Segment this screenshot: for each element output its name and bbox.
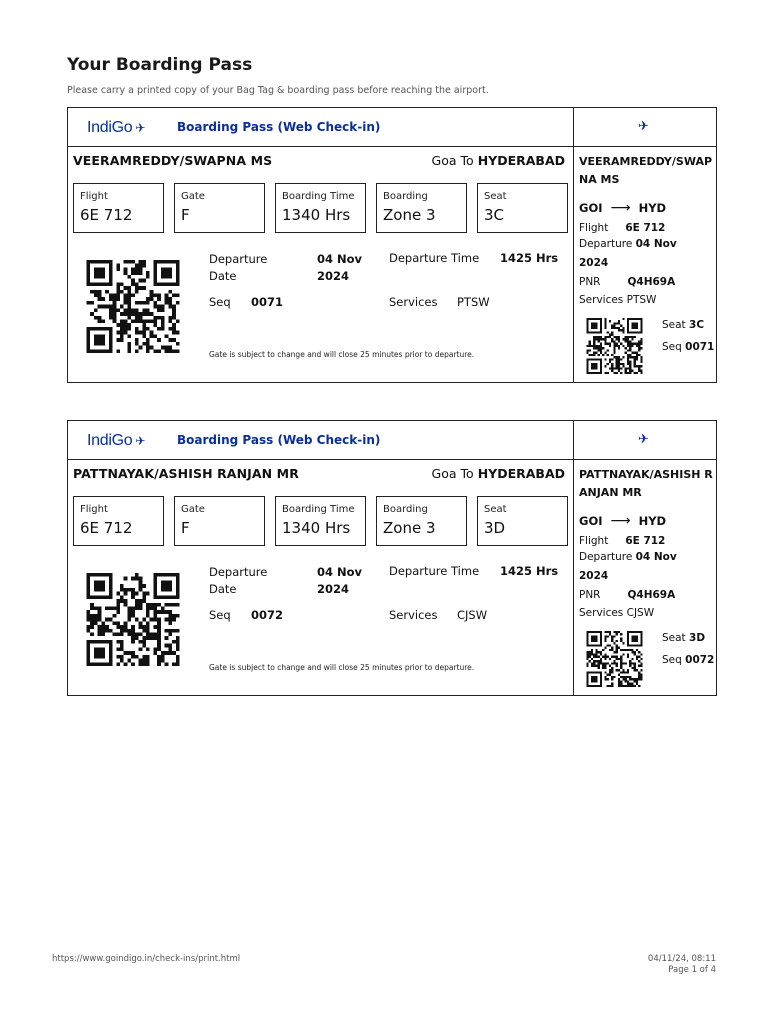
seq-value: 0072	[251, 608, 284, 622]
plane-icon: ✈	[135, 434, 146, 448]
passenger-name: VEERAMREDDY/SWAPNA MS	[73, 153, 273, 168]
stub-route: GOI ⟶ HYD	[579, 200, 667, 216]
services-value: PTSW	[457, 295, 490, 309]
seq-label: Seq	[209, 608, 231, 622]
boarding-pass-card	[67, 420, 717, 696]
stub-services: Services PTSW	[579, 294, 657, 306]
route: Goa To HYDERABAD	[431, 466, 565, 481]
departure-date-label: Departure Date	[209, 565, 268, 596]
stub-seat: Seat 3D	[662, 632, 706, 644]
boarding-time-box: Boarding Time 1340 Hrs	[275, 496, 366, 546]
departure-date-value: 04 Nov 2024	[317, 565, 363, 596]
plane-icon: ✈	[638, 432, 649, 447]
gate-box: Gate F	[174, 496, 265, 546]
footer-url: https://www.goindigo.in/check-ins/print.html	[52, 954, 241, 964]
pass-header-title: Boarding Pass (Web Check-in)	[177, 433, 381, 447]
departure-time-value: 1425 Hrs	[500, 251, 559, 265]
qr-code	[585, 318, 644, 374]
stub-seat: Seat 3C	[662, 319, 705, 331]
stub-header	[574, 421, 717, 460]
indigo-logo: IndiGo ✈	[87, 119, 146, 136]
footer-datetime: 04/11/24, 08:11	[647, 954, 716, 964]
route: Goa To HYDERABAD	[431, 153, 565, 168]
departure-time-value: 1425 Hrs	[500, 564, 559, 578]
stub-passenger-name: PATTNAYAK/ASHISH RANJAN MR	[579, 468, 713, 499]
stub-seq: Seq 0071	[662, 341, 715, 353]
gate-note: Gate is subject to change and will close 25 minutes prior to departure.	[209, 350, 475, 359]
seat-box: Seat 3C	[477, 183, 568, 233]
footer-page-number: Page 1 of 4	[668, 965, 716, 975]
qr-code	[84, 260, 182, 353]
departure-date-label: Departure Date	[209, 252, 268, 283]
stub-route: GOI ⟶ HYD	[579, 513, 667, 529]
arrow-right-icon: ⟶	[610, 513, 631, 529]
pass-header-title: Boarding Pass (Web Check-in)	[177, 120, 381, 134]
seq-value: 0071	[251, 295, 284, 309]
seq-label: Seq	[209, 295, 231, 309]
page-title: Your Boarding Pass	[67, 55, 253, 75]
services-label: Services	[389, 608, 438, 622]
boarding-pass-card	[67, 107, 717, 383]
stub-divider	[573, 421, 574, 695]
stub-seq: Seq 0072	[662, 654, 715, 666]
stub-departure: Departure 04 Nov 2024	[579, 551, 677, 582]
indigo-logo: IndiGo ✈	[87, 432, 146, 449]
seat-box: Seat 3D	[477, 496, 568, 546]
departure-date-value: 04 Nov 2024	[317, 252, 363, 283]
flight-box: Flight 6E 712	[73, 183, 164, 233]
stub-pnr: PNR Q4H69A	[579, 276, 676, 288]
boarding-zone-box: Boarding Zone 3	[376, 496, 467, 546]
qr-code	[585, 631, 644, 687]
stub-divider	[573, 108, 574, 382]
boarding-zone-box: Boarding Zone 3	[376, 183, 467, 233]
gate-note: Gate is subject to change and will close 25 minutes prior to departure.	[209, 663, 475, 672]
services-label: Services	[389, 295, 438, 309]
services-value: CJSW	[457, 608, 488, 622]
footer-meta	[648, 954, 716, 976]
qr-code	[84, 573, 182, 666]
flight-box: Flight 6E 712	[73, 496, 164, 546]
stub-header	[574, 108, 717, 147]
plane-icon: ✈	[135, 121, 146, 135]
departure-time-label: Departure Time	[389, 564, 480, 578]
departure-time-label: Departure Time	[389, 251, 480, 265]
page-subtitle: Please carry a printed copy of your Bag Tag & boarding pass before reaching the airport.	[67, 85, 489, 96]
gate-box: Gate F	[174, 183, 265, 233]
plane-icon: ✈	[638, 119, 649, 134]
stub-departure: Departure 04 Nov 2024	[579, 238, 677, 269]
pass-header	[68, 421, 573, 460]
arrow-right-icon: ⟶	[610, 200, 631, 216]
stub-passenger-name: VEERAMREDDY/SWAPNA MS	[579, 155, 713, 186]
stub-flight: Flight 6E 712	[579, 222, 666, 234]
passenger-name: PATTNAYAK/ASHISH RANJAN MR	[73, 466, 299, 481]
boarding-time-box: Boarding Time 1340 Hrs	[275, 183, 366, 233]
stub-flight: Flight 6E 712	[579, 535, 666, 547]
pass-header	[68, 108, 573, 147]
stub-services: Services CJSW	[579, 607, 655, 619]
stub-pnr: PNR Q4H69A	[579, 589, 676, 601]
